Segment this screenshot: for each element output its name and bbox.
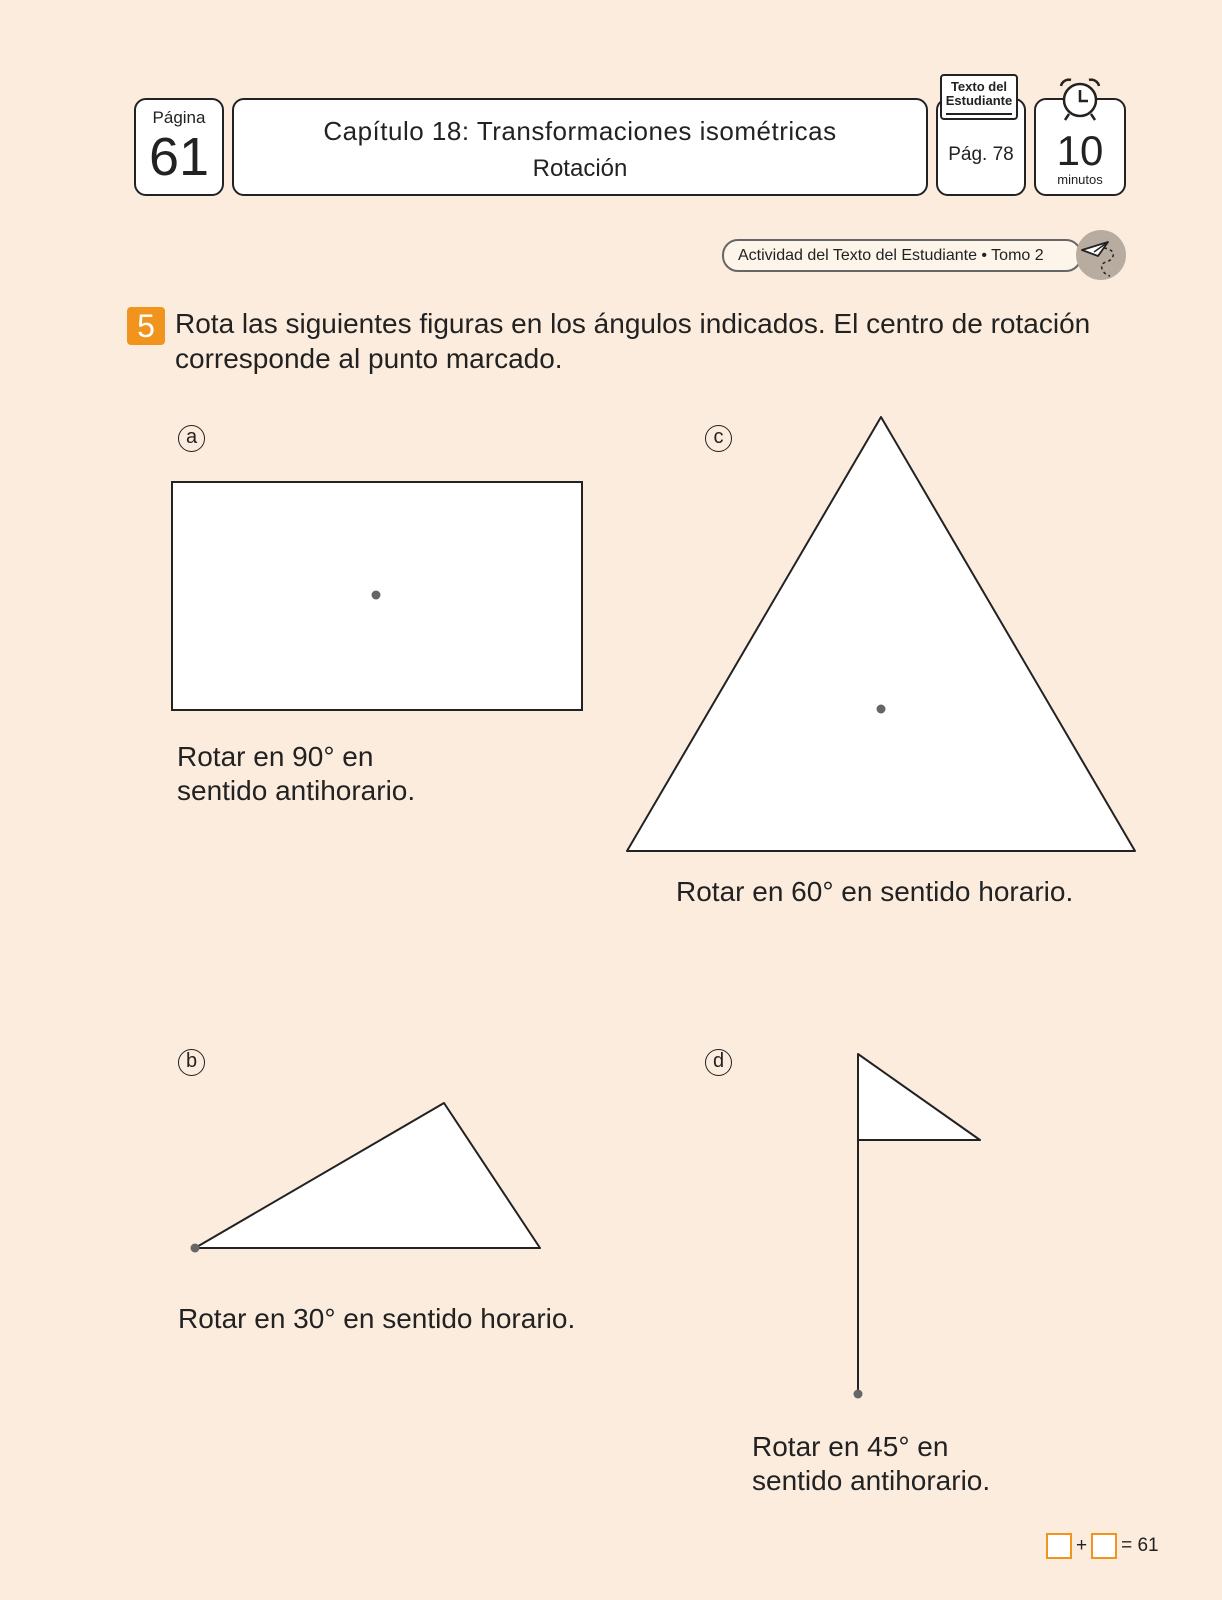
equilateral-triangle-figure: [627, 417, 1135, 851]
chapter-subtitle: Rotación: [532, 155, 628, 182]
item-label-d: d: [705, 1049, 732, 1076]
item-label-a: a: [178, 425, 205, 452]
instruction-a-line1: Rotar en 90° en: [177, 741, 374, 772]
plus-sign: +: [1076, 1535, 1088, 1556]
exercise-number: 5: [127, 307, 165, 345]
time-unit: minutos: [1057, 172, 1103, 187]
instruction-b: Rotar en 30° en sentido horario.: [178, 1303, 576, 1334]
chapter-title: Capítulo 18: Transformaciones isométricas: [323, 116, 837, 146]
page-number: 61: [148, 127, 210, 187]
exercise-statement: Rota las siguientes figuras en los ángulos indicados. El centro de rotación corresponde al punto marcado.: [175, 308, 1091, 374]
instruction-d: [752, 1430, 990, 1498]
instruction-d-line1: Rotar en 45° en: [752, 1431, 949, 1462]
book-icon: Texto del Estudiante: [940, 74, 1018, 120]
item-label-c: c: [705, 425, 732, 452]
page-label: Página: [152, 108, 206, 127]
equals-sum: = 61: [1121, 1535, 1159, 1556]
instruction-a: [177, 740, 415, 808]
instruction-d-line2: sentido antihorario.: [752, 1465, 991, 1496]
answer-box-2[interactable]: [1091, 1533, 1117, 1559]
instruction-a-line2: sentido antihorario.: [177, 775, 416, 806]
scalene-triangle-figure: [195, 1103, 540, 1248]
footer-equation: [1046, 1533, 1163, 1561]
rotation-center-b: [191, 1244, 200, 1253]
rotation-center-a: [372, 591, 381, 600]
flag-triangle: [858, 1054, 980, 1140]
answer-box-1[interactable]: [1046, 1533, 1072, 1559]
rotation-center-d: [854, 1390, 863, 1399]
instruction-c: Rotar en 60° en sentido horario.: [676, 876, 1074, 907]
rotation-center-c: [877, 705, 886, 714]
textbook-page: Pág. 78: [948, 144, 1014, 165]
time-value: 10: [1056, 127, 1104, 174]
item-label-b: b: [178, 1049, 205, 1076]
activity-reference: Actividad del Texto del Estudiante • Tomo 2: [722, 239, 1082, 272]
